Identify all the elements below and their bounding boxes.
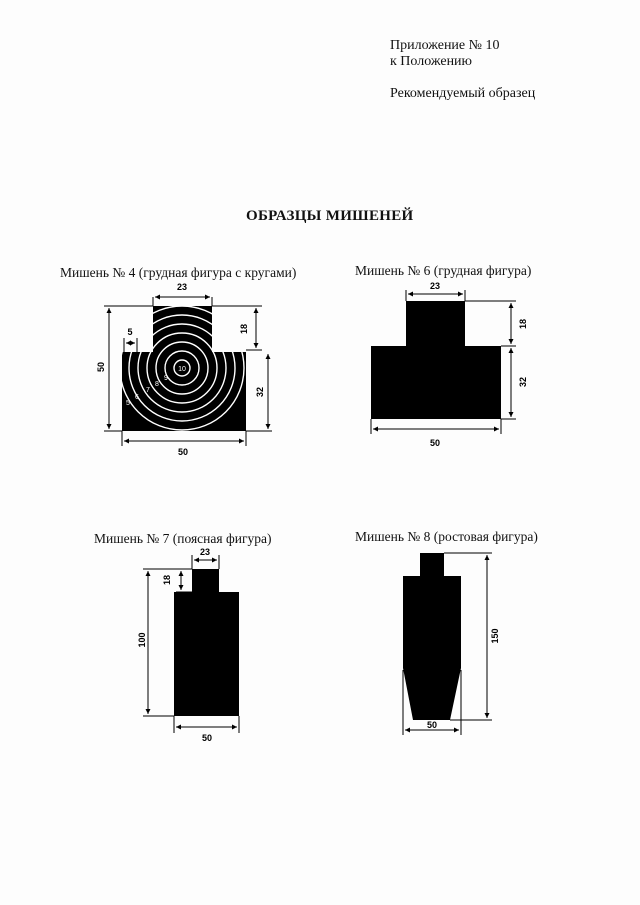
target-8-width: 50 [426,720,438,730]
target-7-figure [174,569,239,716]
target-4-width: 50 [177,447,189,457]
recommended-label: Рекомендуемый образец [390,86,536,101]
target-6-body-height: 32 [518,376,528,388]
ring-label-10: 10 [178,366,186,373]
ring-label-8: 8 [155,381,159,388]
target-7-width: 50 [201,733,213,743]
target-7-head-width: 23 [199,547,211,557]
page-title: ОБРАЗЦЫ МИШЕНЕЙ [246,208,414,224]
target-4-figure [120,306,246,431]
target-6-width: 50 [429,438,441,448]
target-4-ring-step: 5 [127,327,133,337]
target-6-head-height: 18 [518,318,528,330]
target-8-caption: Мишень № 8 (ростовая фигура) [355,529,538,544]
target-7-caption: Мишень № 7 (поясная фигура) [94,531,272,546]
target-7-body [174,592,239,716]
ring-label-6: 6 [135,394,139,401]
target-6-caption: Мишень № 6 (грудная фигура) [355,263,532,278]
target-6-head [406,301,465,347]
target-8-height: 150 [490,628,500,644]
target-7-height: 100 [137,632,147,648]
target-7-head [192,569,219,594]
target-4-head-width: 23 [176,282,188,292]
target-4-height: 50 [96,361,106,373]
ring-label-7: 7 [146,387,150,394]
target-7-head-height: 18 [162,574,172,586]
target-6-figure [371,301,501,419]
regulation-label: к Положению [390,54,473,69]
appendix-label: Приложение № 10 [390,38,500,53]
ring-label-9: 9 [164,375,168,382]
target-4-caption: Мишень № 4 (грудная фигура с кругами) [60,265,297,280]
target-8-figure [403,553,461,720]
target-6-head-width: 23 [429,281,441,291]
ring-label-5: 5 [126,400,130,407]
target-4-head-height: 18 [239,323,249,335]
target-4-body [122,352,246,431]
target-6-body [371,346,501,419]
target-4-body-height: 32 [255,386,265,398]
